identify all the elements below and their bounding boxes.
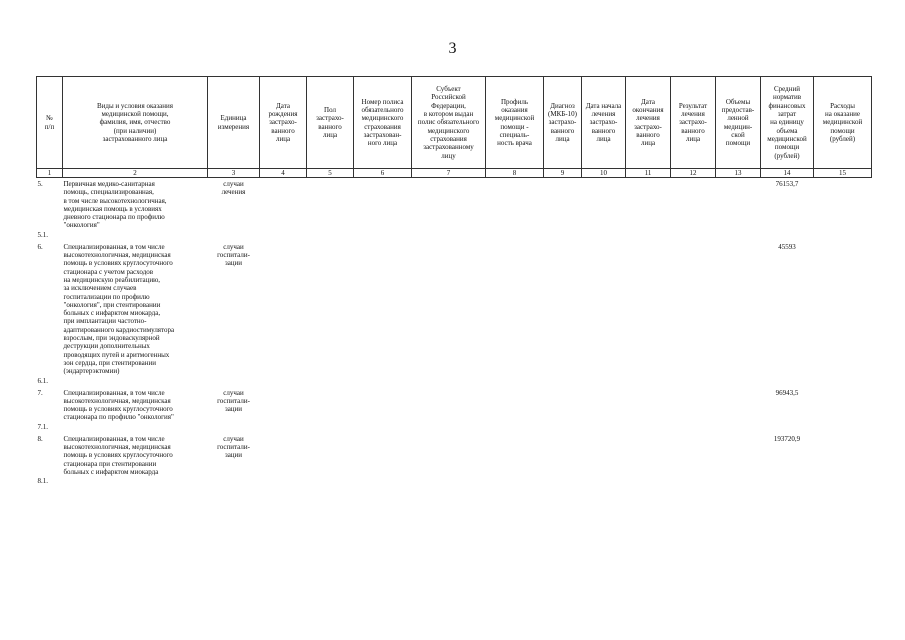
empty-cell: [716, 387, 761, 422]
col-header-11: Дата окончания лечения застрахо- ванного лица: [626, 77, 671, 169]
empty-cell: [486, 241, 544, 376]
table-row: [37, 433, 872, 476]
expenses-table: [36, 76, 872, 487]
table-subrow: [37, 476, 872, 487]
col-header-3: Единица измерения: [208, 77, 260, 169]
col-header-1: № п/п: [37, 77, 63, 169]
cost-norm: 45593: [778, 242, 796, 251]
col-header-5: Пол застрахо- ванного лица: [307, 77, 354, 169]
subrow-number: 7.1.: [37, 422, 48, 431]
column-number: 14: [761, 169, 814, 178]
table-subrow: [37, 422, 872, 433]
table-row: [37, 178, 872, 230]
empty-cell: [671, 241, 716, 376]
row-number: 5.: [37, 180, 43, 188]
col-header-15: Расходы на оказание медицинской помощи (рублей): [814, 77, 872, 169]
column-number: 1: [37, 169, 63, 178]
table-row: [37, 241, 872, 376]
col-header-10: Дата начала лечения застрахо- ванного лица: [582, 77, 626, 169]
subrow-number: 6.1.: [37, 376, 48, 385]
empty-cell: [307, 387, 354, 422]
column-number: 2: [63, 169, 208, 178]
empty-cell: [582, 241, 626, 376]
care-description: Специализированная, в том числе высокотехнологичная, медицинская помощь в условиях круглосуточного стационара при стентировании больных с инфарктом миокарда: [63, 434, 173, 476]
table-body: [37, 178, 872, 488]
col-header-13: Объемы предостав- ленной медицин- ской помощи: [716, 77, 761, 169]
col-header-12: Результат лечения застрахо- ванного лица: [671, 77, 716, 169]
cost-norm: 96943,5: [775, 388, 799, 397]
col-header-7: Субъект Российской Федерации, в котором выдан полис обязательного медицинского страхования застрахованному лицу: [412, 77, 486, 169]
empty-cell: [626, 178, 671, 230]
column-number-row: [37, 169, 872, 178]
row-number: 8.: [37, 434, 43, 443]
unit-of-measure: случаи госпитали- зации: [217, 388, 250, 414]
col-header-2: Виды и условия оказания медицинской помощи, фамилия, имя, отчество (при наличии) застрахованного лица: [63, 77, 208, 169]
col-header-9: Диагноз (МКБ-10) застрахо- ванного лица: [544, 77, 582, 169]
col-header-6: Номер полиса обязательного медицинского страхования застрахован- ного лица: [354, 77, 412, 169]
empty-cell: [626, 241, 671, 376]
column-number: 3: [208, 169, 260, 178]
col-header-4: Дата рождения застрахо- ванного лица: [260, 77, 307, 169]
column-number: 7: [412, 169, 486, 178]
empty-cell: [814, 433, 872, 476]
column-number: 8: [486, 169, 544, 178]
header-row: [37, 77, 872, 169]
empty-cell: [671, 178, 716, 230]
empty-cell: [412, 433, 486, 476]
care-description: Специализированная, в том числе высокотехнологичная, медицинская помощь в условиях круглосуточного стационара по профилю "онкология": [63, 388, 174, 422]
empty-cell: [544, 387, 582, 422]
column-number: 13: [716, 169, 761, 178]
empty-cell: [716, 178, 761, 230]
empty-cell: [354, 433, 412, 476]
unit-of-measure: случаи госпитали- зации: [217, 434, 250, 460]
empty-cell: [354, 387, 412, 422]
empty-cell: [354, 178, 412, 230]
column-number: 10: [582, 169, 626, 178]
empty-cell: [671, 387, 716, 422]
cost-norm: 193720,9: [773, 434, 801, 443]
empty-cell: [486, 178, 544, 230]
empty-cell: [63, 422, 872, 433]
empty-cell: [307, 241, 354, 376]
empty-cell: [412, 241, 486, 376]
empty-cell: [260, 241, 307, 376]
table-subrow: [37, 376, 872, 387]
table-subrow: [37, 230, 872, 241]
empty-cell: [716, 241, 761, 376]
subrow-number: 5.1.: [37, 230, 48, 239]
empty-cell: [582, 433, 626, 476]
empty-cell: [63, 376, 872, 387]
empty-cell: [260, 178, 307, 230]
care-description: Специализированная, в том числе высокотехнологичная, медицинская помощь в условиях круглосуточного стационара с учетом расходов на медицинскую реабилитацию, за исключением случаев госпитализации по профилю "онкология", при стентировании больных с инфарктом миокарда, при имплантации частотно- адаптированного кардиостимулятора взрослым, при эндоваскулярной деструкции дополнительных проводящих путей и аритмогенных зон сердца, при стентировании (эндартерэктомии): [63, 242, 175, 376]
empty-cell: [544, 178, 582, 230]
care-description: Первичная медико-санитарная помощь, специализированная, в том числе высокотехнологичная, медицинская помощь в условиях дневного стационара по профилю "онкология": [63, 180, 167, 230]
table-row: [37, 387, 872, 422]
empty-cell: [582, 387, 626, 422]
empty-cell: [412, 387, 486, 422]
empty-cell: [63, 476, 872, 487]
empty-cell: [814, 387, 872, 422]
empty-cell: [814, 178, 872, 230]
unit-of-measure: случаи госпитали- зации: [217, 242, 250, 268]
empty-cell: [307, 178, 354, 230]
empty-cell: [63, 230, 872, 241]
column-number: 15: [814, 169, 872, 178]
empty-cell: [626, 433, 671, 476]
empty-cell: [307, 433, 354, 476]
column-number: 4: [260, 169, 307, 178]
column-number: 6: [354, 169, 412, 178]
empty-cell: [626, 387, 671, 422]
empty-cell: [412, 178, 486, 230]
row-number: 7.: [37, 388, 43, 397]
col-header-8: Профиль оказания медицинской помощи - специаль- ность врача: [486, 77, 544, 169]
unit-of-measure: случаи лечения: [221, 180, 246, 197]
empty-cell: [260, 433, 307, 476]
cost-norm: 76153,7: [775, 180, 799, 188]
empty-cell: [582, 178, 626, 230]
empty-cell: [544, 433, 582, 476]
empty-cell: [486, 433, 544, 476]
subrow-number: 8.1.: [37, 477, 48, 486]
empty-cell: [814, 241, 872, 376]
empty-cell: [544, 241, 582, 376]
column-number: 9: [544, 169, 582, 178]
column-number: 5: [307, 169, 354, 178]
empty-cell: [716, 433, 761, 476]
column-number: 11: [626, 169, 671, 178]
empty-cell: [354, 241, 412, 376]
col-header-14: Средний норматив финансовых затрат на единицу объема медицинской помощи (рублей): [761, 77, 814, 169]
empty-cell: [260, 387, 307, 422]
empty-cell: [486, 387, 544, 422]
empty-cell: [671, 433, 716, 476]
page-number: 3: [448, 40, 457, 57]
column-number: 12: [671, 169, 716, 178]
row-number: 6.: [37, 242, 43, 251]
